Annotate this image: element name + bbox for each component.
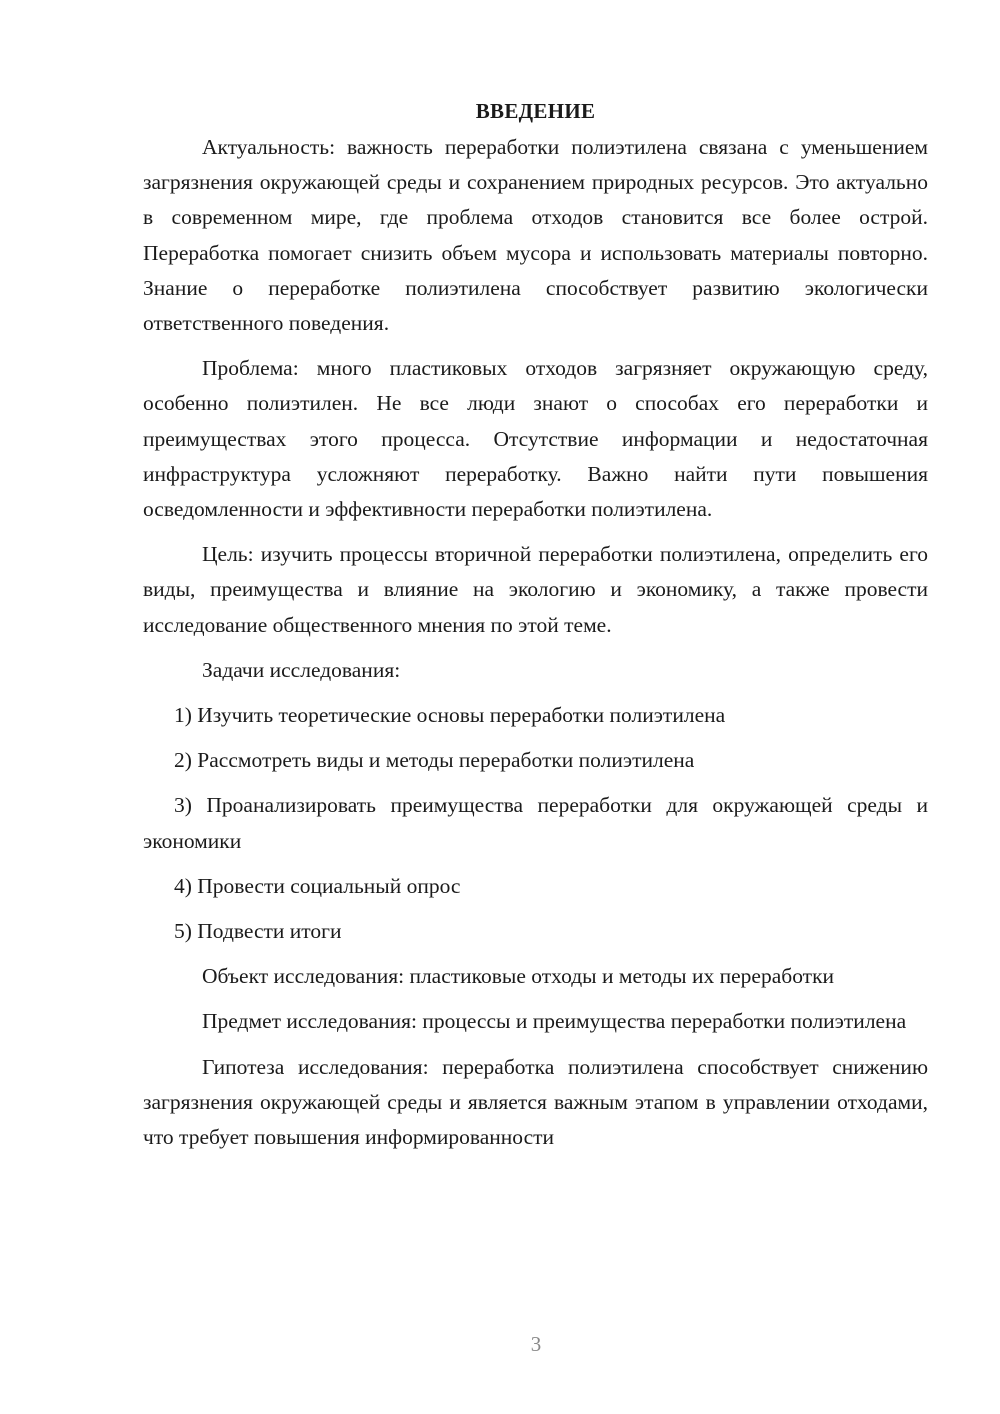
hypothesis-paragraph: Гипотеза исследования: переработка полиэтилена способствует снижению загрязнения окружающей среды и является важным этапом в управлении отходами, что требует повышения информированности	[143, 1054, 928, 1150]
task-item-4: 4) Провести социальный опрос	[174, 873, 461, 898]
task-item-3: 3) Проанализировать преимущества переработки для окружающей среды и экономики	[143, 793, 928, 853]
tasks-heading: Задачи исследования:	[202, 657, 401, 682]
relevance-paragraph: Актуальность: важность переработки полиэтилена связана с уменьшением загрязнения окружающей среды и сохранением природных ресурсов. Это актуально в современном мире, где проблема отходов становится все более острой. Переработка помогает снизить объем мусора и использовать материалы повторно. Знание о переработке полиэтилена способствует развитию экологически ответственного поведения.	[143, 135, 928, 336]
subject-paragraph: Предмет исследования: процессы и преимущества переработки полиэтилена	[202, 1009, 907, 1034]
task-item-5: 5) Подвести итоги	[174, 919, 342, 944]
problem-paragraph: Проблема: много пластиковых отходов загрязняет окружающую среду, особенно полиэтилен. Не все люди знают о способах его переработки и преимуществах этого процесса. Отсутствие информации и недостаточная инфраструктура усложняют переработку. Важно найти пути повышения осведомленности и эффективности переработки полиэтилена.	[143, 356, 928, 522]
task-item-1: 1) Изучить теоретические основы переработки полиэтилена	[174, 703, 726, 728]
object-paragraph: Объект исследования: пластиковые отходы и методы их переработки	[202, 964, 835, 989]
page-title: ВВЕДЕНИЕ	[475, 99, 596, 123]
page-content	[143, 94, 928, 1155]
goal-paragraph: Цель: изучить процессы вторичной переработки полиэтилена, определить его виды, преимущества и влияние на экологию и экономику, а также провести исследование общественного мнения по этой теме.	[143, 542, 928, 637]
task-item-2: 2) Рассмотреть виды и методы переработки полиэтилена	[174, 748, 695, 773]
page-number: 3	[530, 1332, 542, 1356]
